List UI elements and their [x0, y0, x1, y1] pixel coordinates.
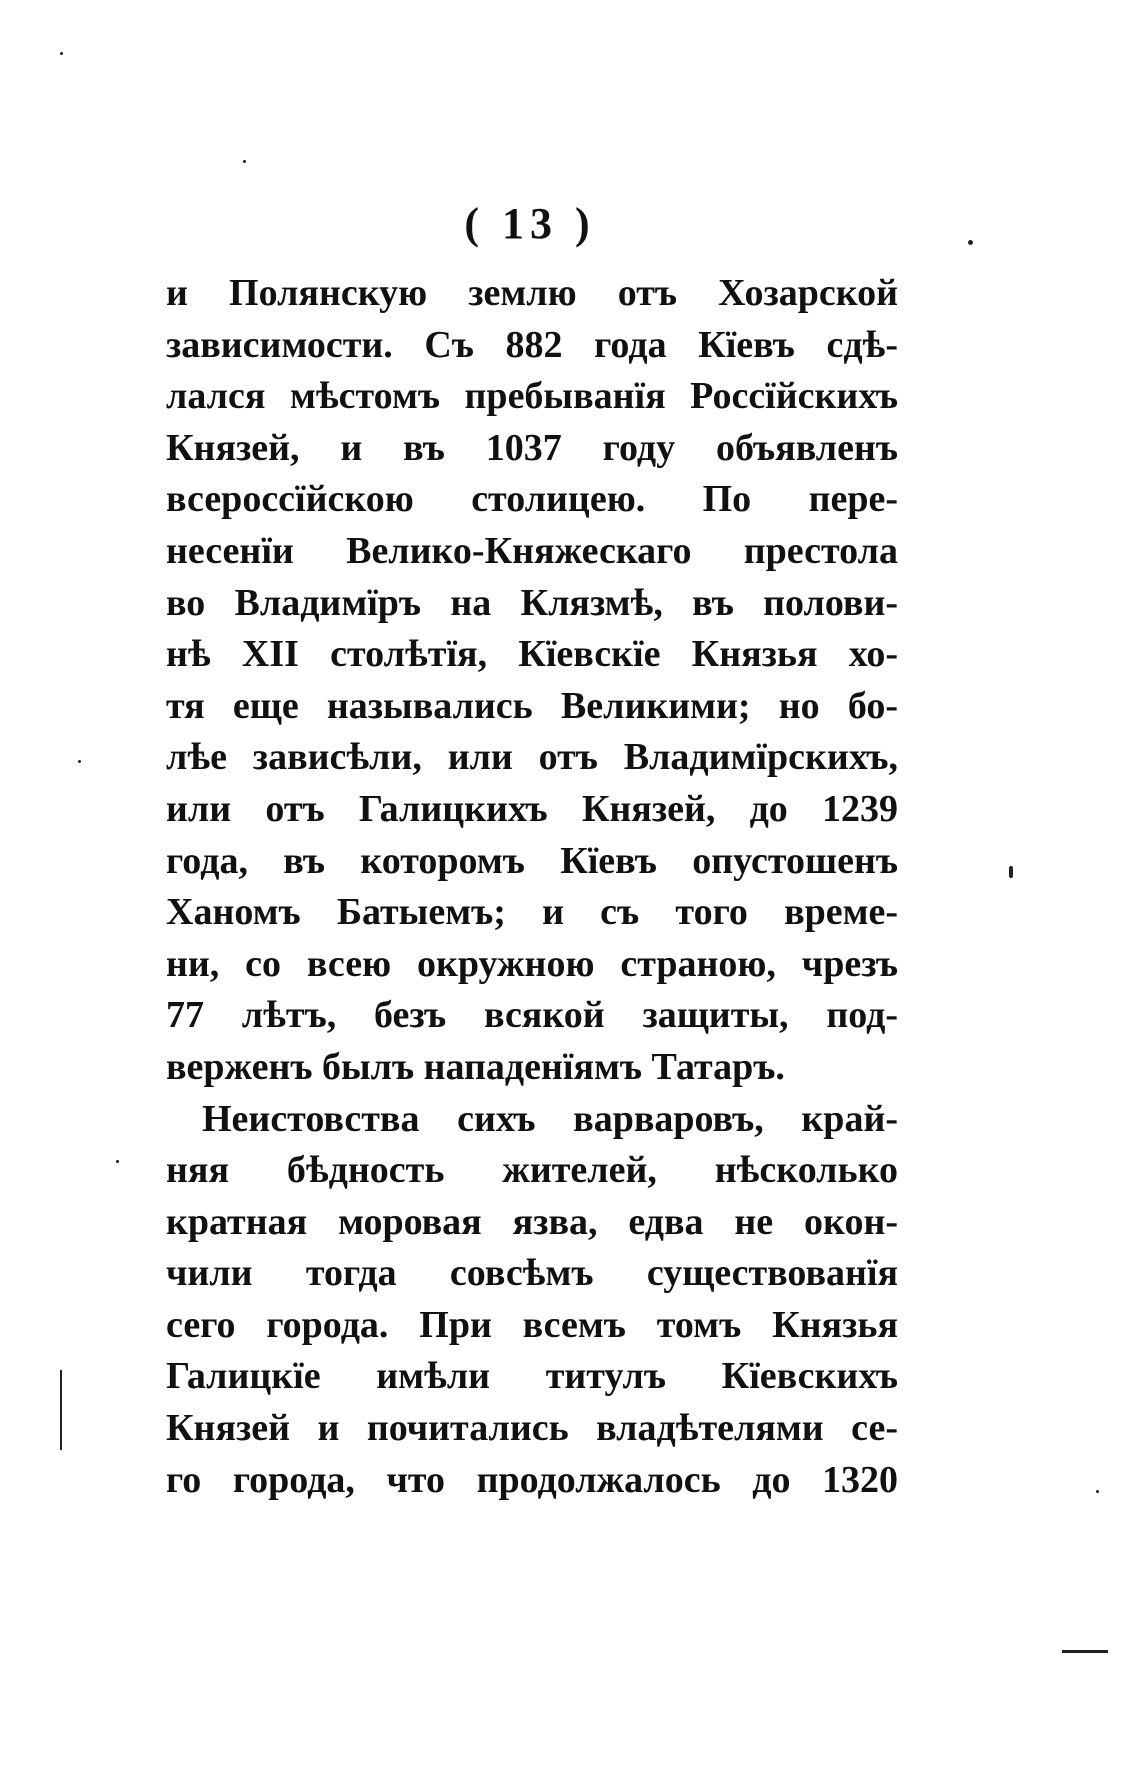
- text-line: верженъ былъ нападенїямъ Татаръ.: [166, 1045, 785, 1088]
- text-line: Князей и почитались владѣтелями се-: [166, 1407, 898, 1450]
- text-line: 77 лѣтъ, безъ всякой защиты, под-: [166, 994, 898, 1037]
- text-line: лѣе зависѣли, или отъ Владимїрскихъ,: [166, 736, 898, 779]
- text-line: Неистовства сихъ варваровъ, край-: [202, 1097, 898, 1140]
- scan-mark: [1062, 1650, 1108, 1653]
- text-line: няя бѣдность жителей, нѣсколько: [166, 1149, 898, 1192]
- scan-speck: [1009, 866, 1013, 878]
- text-line: или отъ Галицкихъ Князей, до 1239: [166, 787, 898, 830]
- scan-speck: [116, 1160, 119, 1163]
- text-line: лался мѣстомъ пребыванїя Россїйскихъ: [166, 375, 898, 418]
- scan-speck: [78, 760, 81, 763]
- text-line: го города, что продолжалось до 1320: [166, 1458, 898, 1501]
- text-line: ни, со всею окружною страною, чрезъ: [166, 942, 898, 985]
- scan-speck: [1096, 1490, 1099, 1493]
- text-line: во Владимїръ на Клязмѣ, въ полови-: [166, 581, 898, 624]
- scan-mark: [60, 1370, 62, 1450]
- text-line: Галицкїе имѣли титулъ Кїевскихъ: [166, 1355, 898, 1398]
- text-line: всероссїйскою столицею. По пере-: [166, 478, 898, 521]
- text-line: и Полянскую землю отъ Хозарской: [166, 272, 898, 314]
- text-line: нѣ XII столѣтїя, Кїевскїе Князья хо-: [166, 633, 898, 676]
- text-line: кратная моровая язва, едва не окон-: [166, 1200, 898, 1243]
- text-line: тя еще назывались Великими; но бо-: [166, 684, 898, 727]
- text-line: чили тогда совсѣмъ существованїя: [166, 1252, 898, 1295]
- text-line: сего города. При всемъ томъ Князья: [166, 1303, 898, 1346]
- text-line: года, въ которомъ Кїевъ опустошенъ: [166, 839, 898, 882]
- scan-speck: [60, 52, 63, 55]
- text-line: Князей, и въ 1037 году объявленъ: [166, 426, 898, 469]
- page-number: ( 13 ): [464, 199, 596, 248]
- scan-speck: [243, 160, 246, 163]
- text-line: несенїи Велико-Княжескаго престола: [166, 529, 898, 572]
- text-line: зависимости. Съ 882 года Кїевъ сдѣ-: [166, 323, 898, 366]
- scan-speck: [968, 240, 973, 245]
- body-text: [166, 268, 898, 1506]
- text-line: Ханомъ Батыемъ; и съ того време-: [166, 891, 898, 934]
